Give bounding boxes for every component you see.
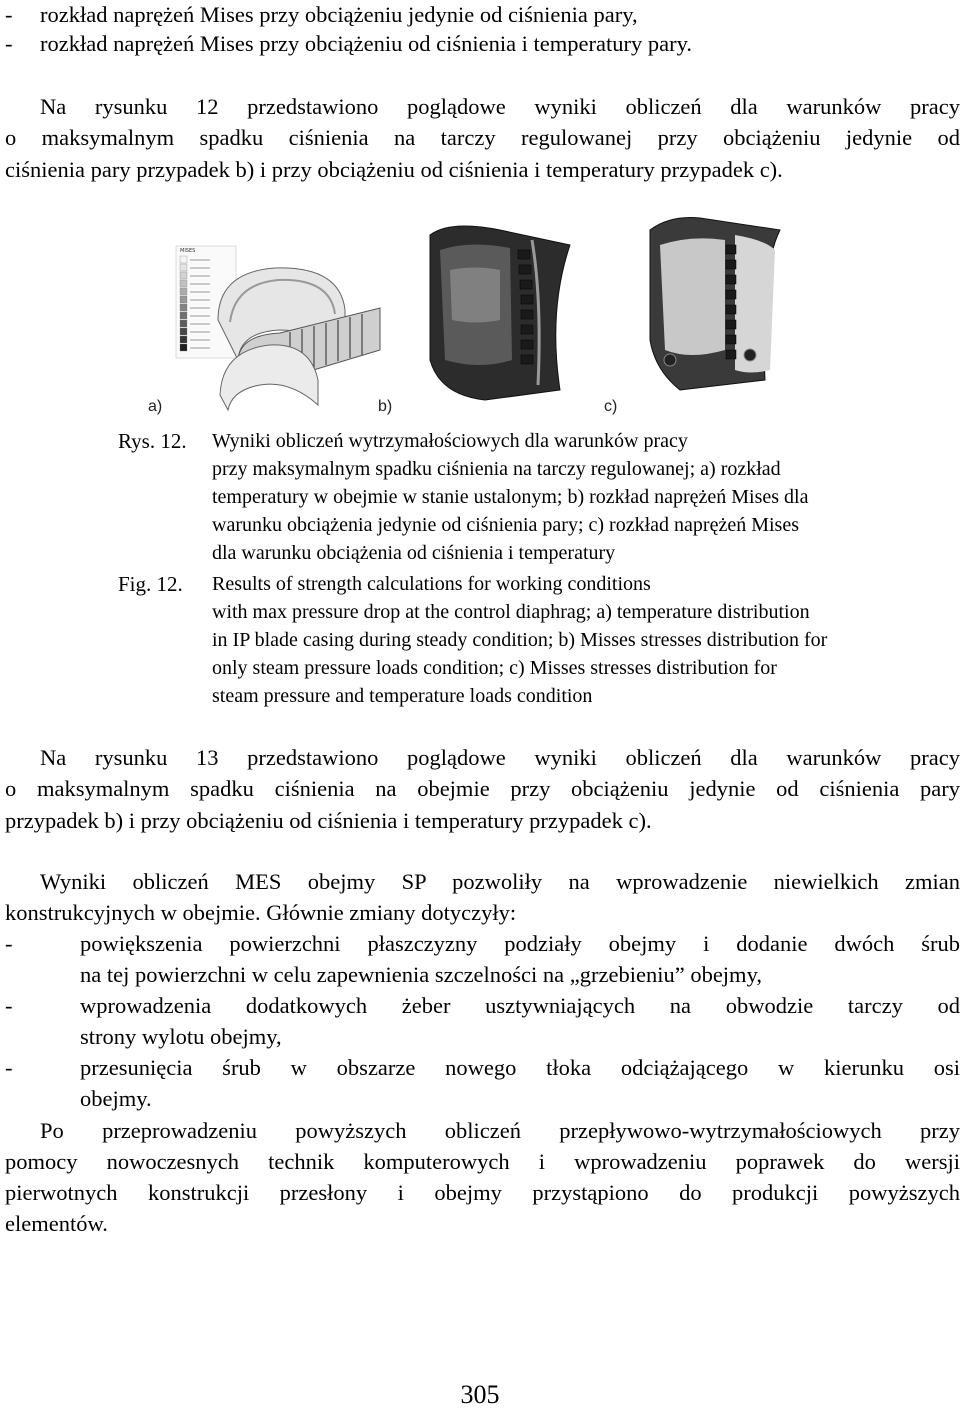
caption-en-line: Results of strength calculations for working conditions	[212, 573, 651, 595]
stress-zone-light	[660, 238, 725, 355]
legend-swatch	[180, 336, 187, 343]
legend-swatch	[180, 256, 187, 263]
intro-bullet-1: rozkład naprężeń Mises przy obciążeniu jedynie od ciśnienia pary,	[40, 2, 638, 27]
bolt	[744, 349, 756, 361]
bullet-dash: -	[5, 1055, 13, 1080]
change-item-line: wprowadzenia dodatkowych żeber usztywniających na obwodzie tarczy od	[80, 993, 960, 1018]
caption-pl-line: dla warunku obciążenia od ciśnienia i temperatury	[212, 542, 616, 564]
caption-label-pl: Rys. 12.	[118, 429, 187, 453]
paragraph-1-line: ciśnienia pary przypadek b) i przy obciążeniu od ciśnienia i temperatury przypadek c).	[5, 157, 783, 182]
paragraph-3-line: konstrukcyjnych w obejmie. Głównie zmiany dotyczyły:	[5, 900, 517, 925]
intro-bullet-2: rozkład naprężeń Mises przy obciążeniu od ciśnienia i temperatury pary.	[40, 31, 693, 56]
panel-b-mises-plot	[430, 226, 570, 400]
figure-12-image	[140, 210, 640, 420]
paragraph-1-line: o maksymalnym spadku ciśnienia na tarczy regulowanej przy obciążeniu jedynie od	[5, 125, 960, 150]
legend-swatch	[180, 296, 187, 303]
legend-title: MISES	[180, 248, 196, 254]
caption-en-line: in IP blade casing during steady condition; b) Misses stresses distribution for	[212, 629, 828, 651]
panel-label-c: c)	[604, 398, 618, 415]
caption-pl-line: temperatury w obejmie w stanie ustalonym; b) rozkład naprężeń Mises dla	[212, 486, 809, 508]
change-item-line: strony wylotu obejmy,	[80, 1024, 282, 1049]
caption-pl-line: przy maksymalnym spadku ciśnienia na tarczy regulowanej; a) rozkład	[212, 458, 781, 480]
legend-swatch	[180, 280, 187, 287]
caption-pl-line: warunku obciążenia jedynie od ciśnienia pary; c) rozkład naprężeń Mises	[212, 514, 799, 536]
caption-en-line: only steam pressure loads condition; c) Misses stresses distribution for	[212, 657, 777, 679]
legend-swatch	[180, 264, 187, 271]
legend-swatch	[180, 328, 187, 335]
change-item-line: na tej powierzchni w celu zapewnienia szczelności na „grzebieniu” obejmy,	[80, 962, 762, 987]
caption-pl-line: Wyniki obliczeń wytrzymałościowych dla warunków pracy	[212, 430, 688, 452]
paragraph-1-line: Na rysunku 12 przedstawiono poglądowe wyniki obliczeń dla warunków pracy	[40, 94, 960, 119]
change-item-line: obejmy.	[80, 1086, 152, 1111]
legend-swatch	[180, 344, 187, 351]
legend-swatch	[180, 304, 187, 311]
paragraph-3-line: Wyniki obliczeń MES obejmy SP pozwoliły na wprowadzenie niewielkich zmian	[40, 869, 960, 894]
panel-a-temperature-plot	[176, 246, 380, 410]
change-item-line: przesunięcia śrub w obszarze nowego tłoka odciążającego w kierunku osi	[80, 1055, 960, 1080]
bullet-dash: -	[5, 993, 13, 1018]
figure-12-panel-c	[640, 210, 810, 400]
paragraph-4-line: pomocy nowoczesnych technik komputerowych i wprowadzeniu poprawek do wersji	[5, 1149, 960, 1174]
panel-label-b: b)	[378, 398, 393, 415]
bullet-dash: -	[5, 31, 13, 56]
legend-swatch	[180, 272, 187, 279]
legend-swatch	[180, 288, 187, 295]
bolt	[664, 354, 676, 366]
paragraph-2-line: przypadek b) i przy obciążeniu od ciśnienia i temperatury przypadek c).	[5, 808, 652, 833]
bullet-dash: -	[5, 2, 13, 27]
caption-en-line: with max pressure drop at the control diaphrag; a) temperature distribution	[212, 601, 810, 623]
change-item-line: powiększenia powierzchni płaszczyzny podziały obejmy i dodanie dwóch śrub	[80, 931, 960, 956]
page-number: 305	[460, 1380, 500, 1409]
paragraph-4-line: pierwotnych konstrukcji przesłony i obejmy przystąpiono do produkcji powyższych	[5, 1180, 960, 1205]
paragraph-4-line: Po przeprowadzeniu powyższych obliczeń przepływowo-wytrzymałościowych przy	[40, 1118, 960, 1143]
legend-swatch	[180, 312, 187, 319]
panel-label-a: a)	[148, 398, 163, 415]
caption-en-line: steam pressure and temperature loads condition	[212, 685, 593, 707]
stress-zone	[450, 268, 500, 323]
bullet-dash: -	[5, 931, 13, 956]
caption-label-en: Fig. 12.	[118, 572, 183, 596]
paragraph-2-line: o maksymalnym spadku ciśnienia na obejmie przy obciążeniu jedynie od ciśnienia pary	[5, 776, 960, 801]
paragraph-4-line: elementów.	[5, 1211, 108, 1236]
paragraph-2-line: Na rysunku 13 przedstawiono poglądowe wyniki obliczeń dla warunków pracy	[40, 745, 960, 770]
legend-swatch	[180, 320, 187, 327]
